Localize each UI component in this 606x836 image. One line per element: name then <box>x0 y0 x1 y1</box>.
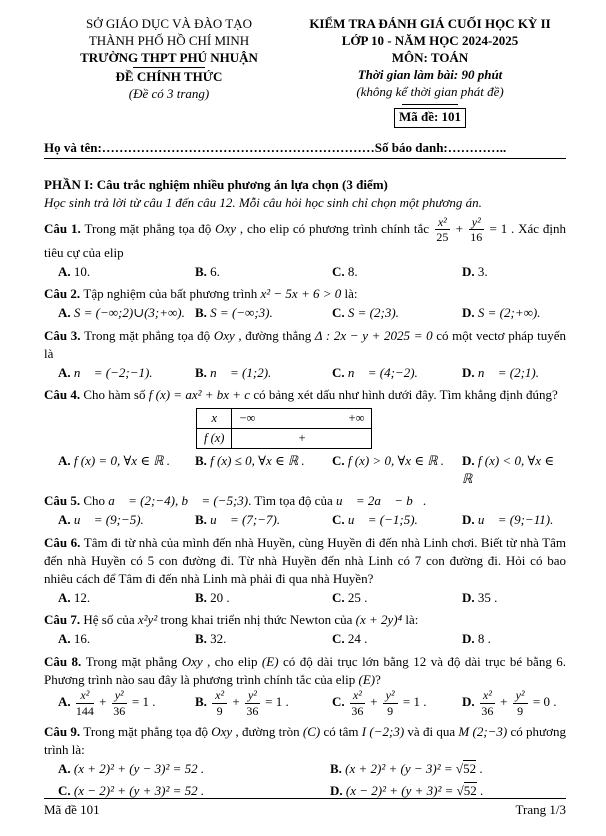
math-expression: b⃗ = (−5;3) <box>181 493 249 509</box>
option-C <box>332 511 462 529</box>
option-label: C. <box>332 631 348 647</box>
fraction-numerator: y² <box>112 689 127 704</box>
fraction-denominator: 36 <box>481 704 494 719</box>
text-run: , đường thẳng <box>234 327 315 343</box>
fraction-denominator: 36 <box>351 704 364 719</box>
department-line: SỞ GIÁO DỤC VÀ ĐÀO TẠO <box>86 16 252 31</box>
fraction <box>350 689 365 717</box>
math-expression: S = (2;3). <box>347 305 399 321</box>
page-footer <box>44 798 566 818</box>
footer-exam-code: Mã đề 101 <box>44 802 100 817</box>
text-run: Tâm đi từ nhà của mình đến nhà Huyền, cùng Huyền đi đến nhà Linh chơi. Biết từ nhà Tâm đến nhà Huyền có 5 con đường đi. Từ nhà Huyền đến nhà Linh có 7 con đường đi. Hỏi có bao nhiêu cách để Tâm đi đến nhà Linh mà phải đi qua nhà Huyền? <box>44 534 566 586</box>
math-expression: Oxy <box>181 653 203 669</box>
option-C <box>332 364 462 382</box>
question-number: Câu 7. <box>44 612 84 628</box>
math-expression: f (x) < 0, ∀x ∈ ℝ <box>462 453 554 486</box>
fraction-denominator: 36 <box>246 704 259 719</box>
fraction <box>469 216 484 244</box>
sign-table <box>196 408 372 449</box>
math-expression: n⃗ = (2;1). <box>477 364 540 380</box>
footer-page-number: Trang 1/3 <box>515 802 566 817</box>
question-statement <box>44 492 566 510</box>
part1-instructions: Học sinh trả lời từ câu 1 đến câu 12. Mỗi câu hỏi học sinh chỉ chọn một phương án. <box>44 194 482 210</box>
question-number: Câu 9. <box>44 723 84 739</box>
text-run: là: <box>402 612 419 628</box>
math-expression: I (−2;3) <box>361 723 405 739</box>
exam-code-badge: Mã đề: 101 <box>394 108 466 128</box>
text-run: + <box>229 694 243 710</box>
fraction-denominator: 9 <box>216 704 223 719</box>
option-B <box>330 760 566 778</box>
option-C <box>332 304 462 322</box>
question-5 <box>44 492 566 528</box>
option-label: C. <box>332 305 348 321</box>
options <box>44 511 566 529</box>
fraction <box>212 689 227 717</box>
fraction-numerator: x² <box>350 689 365 704</box>
fraction-numerator: y² <box>513 689 528 704</box>
text-run: = 0 . <box>529 694 557 710</box>
option-label: A. <box>58 694 74 710</box>
header-right-block <box>294 16 566 128</box>
options <box>44 589 566 607</box>
text-run: 12. <box>73 589 91 605</box>
fraction <box>245 689 260 717</box>
text-run: . <box>476 760 483 776</box>
fraction-numerator: x² <box>212 689 227 704</box>
text-run: Cho hàm số <box>83 387 149 403</box>
question-6 <box>44 534 566 606</box>
option-C <box>58 782 330 800</box>
math-expression: f (x) > 0, ∀x ∈ ℝ . <box>347 453 444 469</box>
fraction-numerator: y² <box>245 689 260 704</box>
text-run: . Tìm tọa độ của <box>248 493 336 509</box>
question-statement <box>44 327 566 363</box>
text-run: có phương trình là: <box>44 723 566 757</box>
option-label: A. <box>58 453 74 469</box>
subject-line: MÔN: TOÁN <box>391 49 469 65</box>
option-label: A. <box>58 512 74 528</box>
sign-table-fn: f (x) <box>197 429 232 449</box>
option-A <box>58 263 195 281</box>
candidate-number-dots: ………….. <box>447 140 507 156</box>
math-expression: n⃗ = (1;2). <box>210 364 272 380</box>
option-label: A. <box>58 760 74 776</box>
math-expression: M (2;−3) <box>458 723 508 739</box>
part1-title: PHẦN I: Câu trắc nghiệm nhiều phương án lựa chọn (3 điểm) <box>44 177 388 193</box>
question-7 <box>44 611 566 647</box>
text-run: + <box>366 694 381 710</box>
option-C <box>332 630 462 648</box>
option-label: C. <box>332 589 348 605</box>
question-number: Câu 1. <box>44 220 85 236</box>
math-expression: S = (−∞;3). <box>210 305 273 321</box>
math-expression: S = (2;+∞). <box>477 305 541 321</box>
math-expression: (E) <box>358 671 376 687</box>
option-D <box>330 782 566 800</box>
city-line: THÀNH PHỐ HỒ CHÍ MINH <box>88 32 250 48</box>
math-expression: (x + 2y)⁴ <box>355 612 403 628</box>
fraction-numerator: x² <box>76 689 94 704</box>
option-label: D. <box>462 263 478 279</box>
math-expression: f (x) ≤ 0, ∀x ∈ ℝ . <box>210 453 305 469</box>
duration-line: Thời gian làm bài: 90 phút <box>357 66 503 82</box>
option-A <box>58 304 195 322</box>
question-number: Câu 2. <box>44 286 84 302</box>
text-run: 25 . <box>347 589 368 605</box>
math-expression: n⃗ = (−2;−1). <box>73 364 153 380</box>
text-run: là: <box>341 286 358 302</box>
option-label: C. <box>332 364 348 380</box>
option-D <box>462 263 566 281</box>
question-number: Câu 3. <box>44 327 85 343</box>
math-expression: u⃗ = (9;−11). <box>477 512 554 528</box>
candidate-number-label: Số báo danh: <box>374 140 448 156</box>
radicand: 52 <box>463 760 477 776</box>
fraction <box>480 689 495 717</box>
option-label: A. <box>58 305 74 321</box>
question-number: Câu 5. <box>44 493 84 509</box>
fraction <box>435 216 450 244</box>
question-3 <box>44 327 566 381</box>
math-expression: (E) <box>261 653 279 669</box>
square-root: √52 <box>456 783 477 799</box>
text-run: ? <box>375 671 381 687</box>
math-expression: (x − 2)² + (y + 3)² = <box>345 783 457 799</box>
option-label: D. <box>462 305 478 321</box>
question-statement <box>44 611 566 629</box>
candidate-name-line <box>44 140 566 156</box>
exam-title: KIỂM TRA ĐÁNH GIÁ CUỐI HỌC KỲ II <box>309 16 551 31</box>
option-D <box>462 304 566 322</box>
fraction-numerator: y² <box>383 689 398 704</box>
question-1 <box>44 216 566 281</box>
name-dots: ……………………………………………………… <box>101 140 375 156</box>
option-B <box>195 589 332 607</box>
options <box>44 689 566 717</box>
text-run: 20 . <box>210 589 230 605</box>
pos-infinity: +∞ <box>348 411 365 426</box>
option-B <box>195 452 332 487</box>
math-expression: u⃗ = (−1;5). <box>347 512 418 528</box>
text-run: = 1 . Xác định tiêu cự của elip <box>44 220 566 260</box>
text-run: 6. <box>210 263 220 279</box>
option-A <box>58 511 195 529</box>
text-run: , cho elip có phương trình chính tắc <box>236 220 433 236</box>
text-run: Trong mặt phẳng tọa độ <box>84 220 216 236</box>
text-run: 8 . <box>477 631 491 647</box>
text-run: có tâm <box>320 723 362 739</box>
option-label: B. <box>195 453 211 469</box>
math-expression: (C) <box>302 723 321 739</box>
math-expression: u⃗ = (9;−5). <box>73 512 144 528</box>
text-run: Cho <box>83 493 109 509</box>
question-statement <box>44 386 566 404</box>
option-A <box>58 589 195 607</box>
option-label: B. <box>195 263 211 279</box>
text-run: 32. <box>210 631 227 647</box>
square-root: √52 <box>455 760 477 776</box>
question-statement <box>44 723 566 759</box>
option-B <box>195 689 332 717</box>
option-D <box>462 689 566 717</box>
option-B <box>195 263 332 281</box>
math-expression: f (x) = ax² + bx + c <box>148 387 251 403</box>
fraction <box>112 689 127 717</box>
options <box>44 452 566 487</box>
option-label: C. <box>332 694 348 710</box>
option-label: B. <box>195 364 211 380</box>
text-run: , cho elip <box>202 653 262 669</box>
option-D <box>462 589 566 607</box>
header-rule <box>44 158 566 159</box>
option-B <box>195 304 332 322</box>
text-run: 10. <box>73 263 91 279</box>
option-A <box>58 689 195 717</box>
fraction-denominator: 16 <box>470 230 483 245</box>
option-A <box>58 364 195 382</box>
question-8 <box>44 653 566 718</box>
math-expression: x²y² <box>137 612 158 628</box>
official-exam-label: ĐỀ CHÍNH THỨC <box>115 68 223 84</box>
math-expression: Oxy <box>211 723 233 739</box>
option-label: D. <box>462 589 478 605</box>
math-expression: (x + 2)² + (y − 3)² = 52 . <box>73 760 205 776</box>
header-left-block <box>44 16 294 128</box>
text-run: 3. <box>477 263 488 279</box>
duration-note: (không kể thời gian phát đề) <box>356 83 504 99</box>
sign-table-sign: + <box>232 429 372 449</box>
fraction-denominator: 9 <box>517 704 524 719</box>
option-D <box>462 630 566 648</box>
questions-list <box>44 216 566 800</box>
option-B <box>195 511 332 529</box>
option-label: B. <box>330 760 346 776</box>
text-run: . <box>422 493 427 509</box>
option-label: D. <box>462 364 478 380</box>
question-statement <box>44 653 566 689</box>
fraction <box>383 689 398 717</box>
option-A <box>58 630 195 648</box>
school-name-underline <box>133 67 205 68</box>
option-label: B. <box>195 694 211 710</box>
math-expression: a⃗ = (2;−4) <box>108 493 175 509</box>
text-run: có độ dài trục lớn bằng 12 và độ dài trục bé bằng 6. Phương trình nào sau đây là phương trình chính tắc của elip <box>44 653 567 687</box>
option-label: C. <box>332 512 348 528</box>
options <box>44 760 566 800</box>
fraction-numerator: x² <box>435 216 450 231</box>
option-A <box>58 452 195 487</box>
part1-heading <box>44 176 566 210</box>
option-D <box>462 452 566 487</box>
text-run: 24 . <box>347 631 368 647</box>
question-9 <box>44 723 566 800</box>
option-label: D. <box>330 783 346 799</box>
fraction-denominator: 9 <box>387 704 394 719</box>
option-label: C. <box>58 783 74 799</box>
fraction-numerator: y² <box>469 216 484 231</box>
text-run: , đường tròn <box>232 723 303 739</box>
options <box>44 630 566 648</box>
option-label: C. <box>332 453 348 469</box>
math-expression: x² − 5x + 6 > 0 <box>260 286 342 302</box>
option-C <box>332 689 462 717</box>
math-expression: u⃗ = 2a⃗ − b⃗ <box>335 493 423 509</box>
header-divider <box>402 104 458 105</box>
math-expression: n⃗ = (4;−2). <box>347 364 418 380</box>
math-expression: (x − 2)² + (y + 3)² = 52 . <box>73 783 205 799</box>
text-run: = 1 . <box>261 694 289 710</box>
fraction-denominator: 36 <box>113 704 126 719</box>
text-run: Trong mặt phẳng tọa độ <box>84 327 214 343</box>
option-label: C. <box>332 263 348 279</box>
option-D <box>462 364 566 382</box>
option-label: D. <box>462 453 478 469</box>
text-run: + <box>95 694 110 710</box>
option-label: D. <box>462 694 478 710</box>
question-number: Câu 6. <box>44 534 84 550</box>
options <box>44 304 566 322</box>
grade-year-line: LỚP 10 - NĂM HỌC 2024-2025 <box>341 32 519 48</box>
question-number: Câu 4. <box>44 387 84 403</box>
text-run: . <box>476 783 484 799</box>
question-statement <box>44 216 566 262</box>
text-run: Hệ số của <box>83 612 138 628</box>
option-label: A. <box>58 364 74 380</box>
question-statement <box>44 285 566 303</box>
exam-header <box>44 16 566 128</box>
text-run: Tập nghiệm của bất phương trình <box>83 286 261 302</box>
fraction-numerator: x² <box>480 689 495 704</box>
math-expression: Oxy <box>215 220 237 236</box>
text-run: 16. <box>73 631 91 647</box>
question-statement <box>44 534 566 588</box>
option-label: A. <box>58 631 74 647</box>
question-2 <box>44 285 566 321</box>
option-B <box>195 364 332 382</box>
fraction <box>76 689 94 717</box>
question-4 <box>44 386 566 487</box>
text-run: = 1 . <box>399 694 427 710</box>
option-label: A. <box>58 589 74 605</box>
options <box>44 263 566 281</box>
text-run: , <box>174 493 182 509</box>
math-expression: S = (−∞;2)∪(3;+∞). <box>73 305 185 321</box>
name-label: Họ và tên: <box>44 140 102 156</box>
neg-infinity: −∞ <box>239 411 256 426</box>
option-label: A. <box>58 263 74 279</box>
option-C <box>332 589 462 607</box>
question-number: Câu 8. <box>44 653 86 669</box>
radicand: 52 <box>463 783 477 799</box>
option-C <box>332 263 462 281</box>
fraction-denominator: 25 <box>436 230 449 245</box>
math-expression: Oxy <box>213 327 235 343</box>
text-run: Trong mặt phẳng <box>85 653 182 669</box>
option-label: D. <box>462 512 478 528</box>
text-run: + <box>451 220 467 236</box>
school-name: TRƯỜNG THPT PHÚ NHUẬN <box>80 49 258 65</box>
option-C <box>332 452 462 487</box>
math-expression: u⃗ = (7;−7). <box>210 512 281 528</box>
sign-table-var: x <box>197 409 232 429</box>
math-expression: (x + 2)² + (y − 3)² = <box>345 760 456 776</box>
text-run: trong khai triển nhị thức Newton của <box>157 612 356 628</box>
sign-table-domain <box>232 409 372 429</box>
text-run: 8. <box>347 263 358 279</box>
math-expression: Δ : 2x − y + 2025 = 0 <box>314 327 433 343</box>
text-run: và đi qua <box>404 723 459 739</box>
option-B <box>195 630 332 648</box>
options <box>44 364 566 382</box>
text-run: 35 . <box>477 589 498 605</box>
fraction <box>513 689 528 717</box>
text-run: Trong mặt phẳng tọa độ <box>83 723 212 739</box>
text-run: có bảng xét dấu như hình dưới đây. Tìm khẳng định đúng? <box>250 387 558 403</box>
text-run: = 1 . <box>128 694 156 710</box>
option-label: B. <box>195 589 211 605</box>
page-count-note: (Đề có 3 trang) <box>128 85 210 101</box>
text-run: + <box>496 694 511 710</box>
math-expression: f (x) = 0, ∀x ∈ ℝ . <box>73 453 170 469</box>
option-D <box>462 511 566 529</box>
option-label: B. <box>195 631 211 647</box>
text-run: có một vectơ pháp tuyến là <box>44 327 566 361</box>
option-label: B. <box>195 305 211 321</box>
option-label: B. <box>195 512 211 528</box>
fraction-denominator: 144 <box>75 704 94 719</box>
option-A <box>58 760 330 778</box>
option-label: D. <box>462 631 478 647</box>
